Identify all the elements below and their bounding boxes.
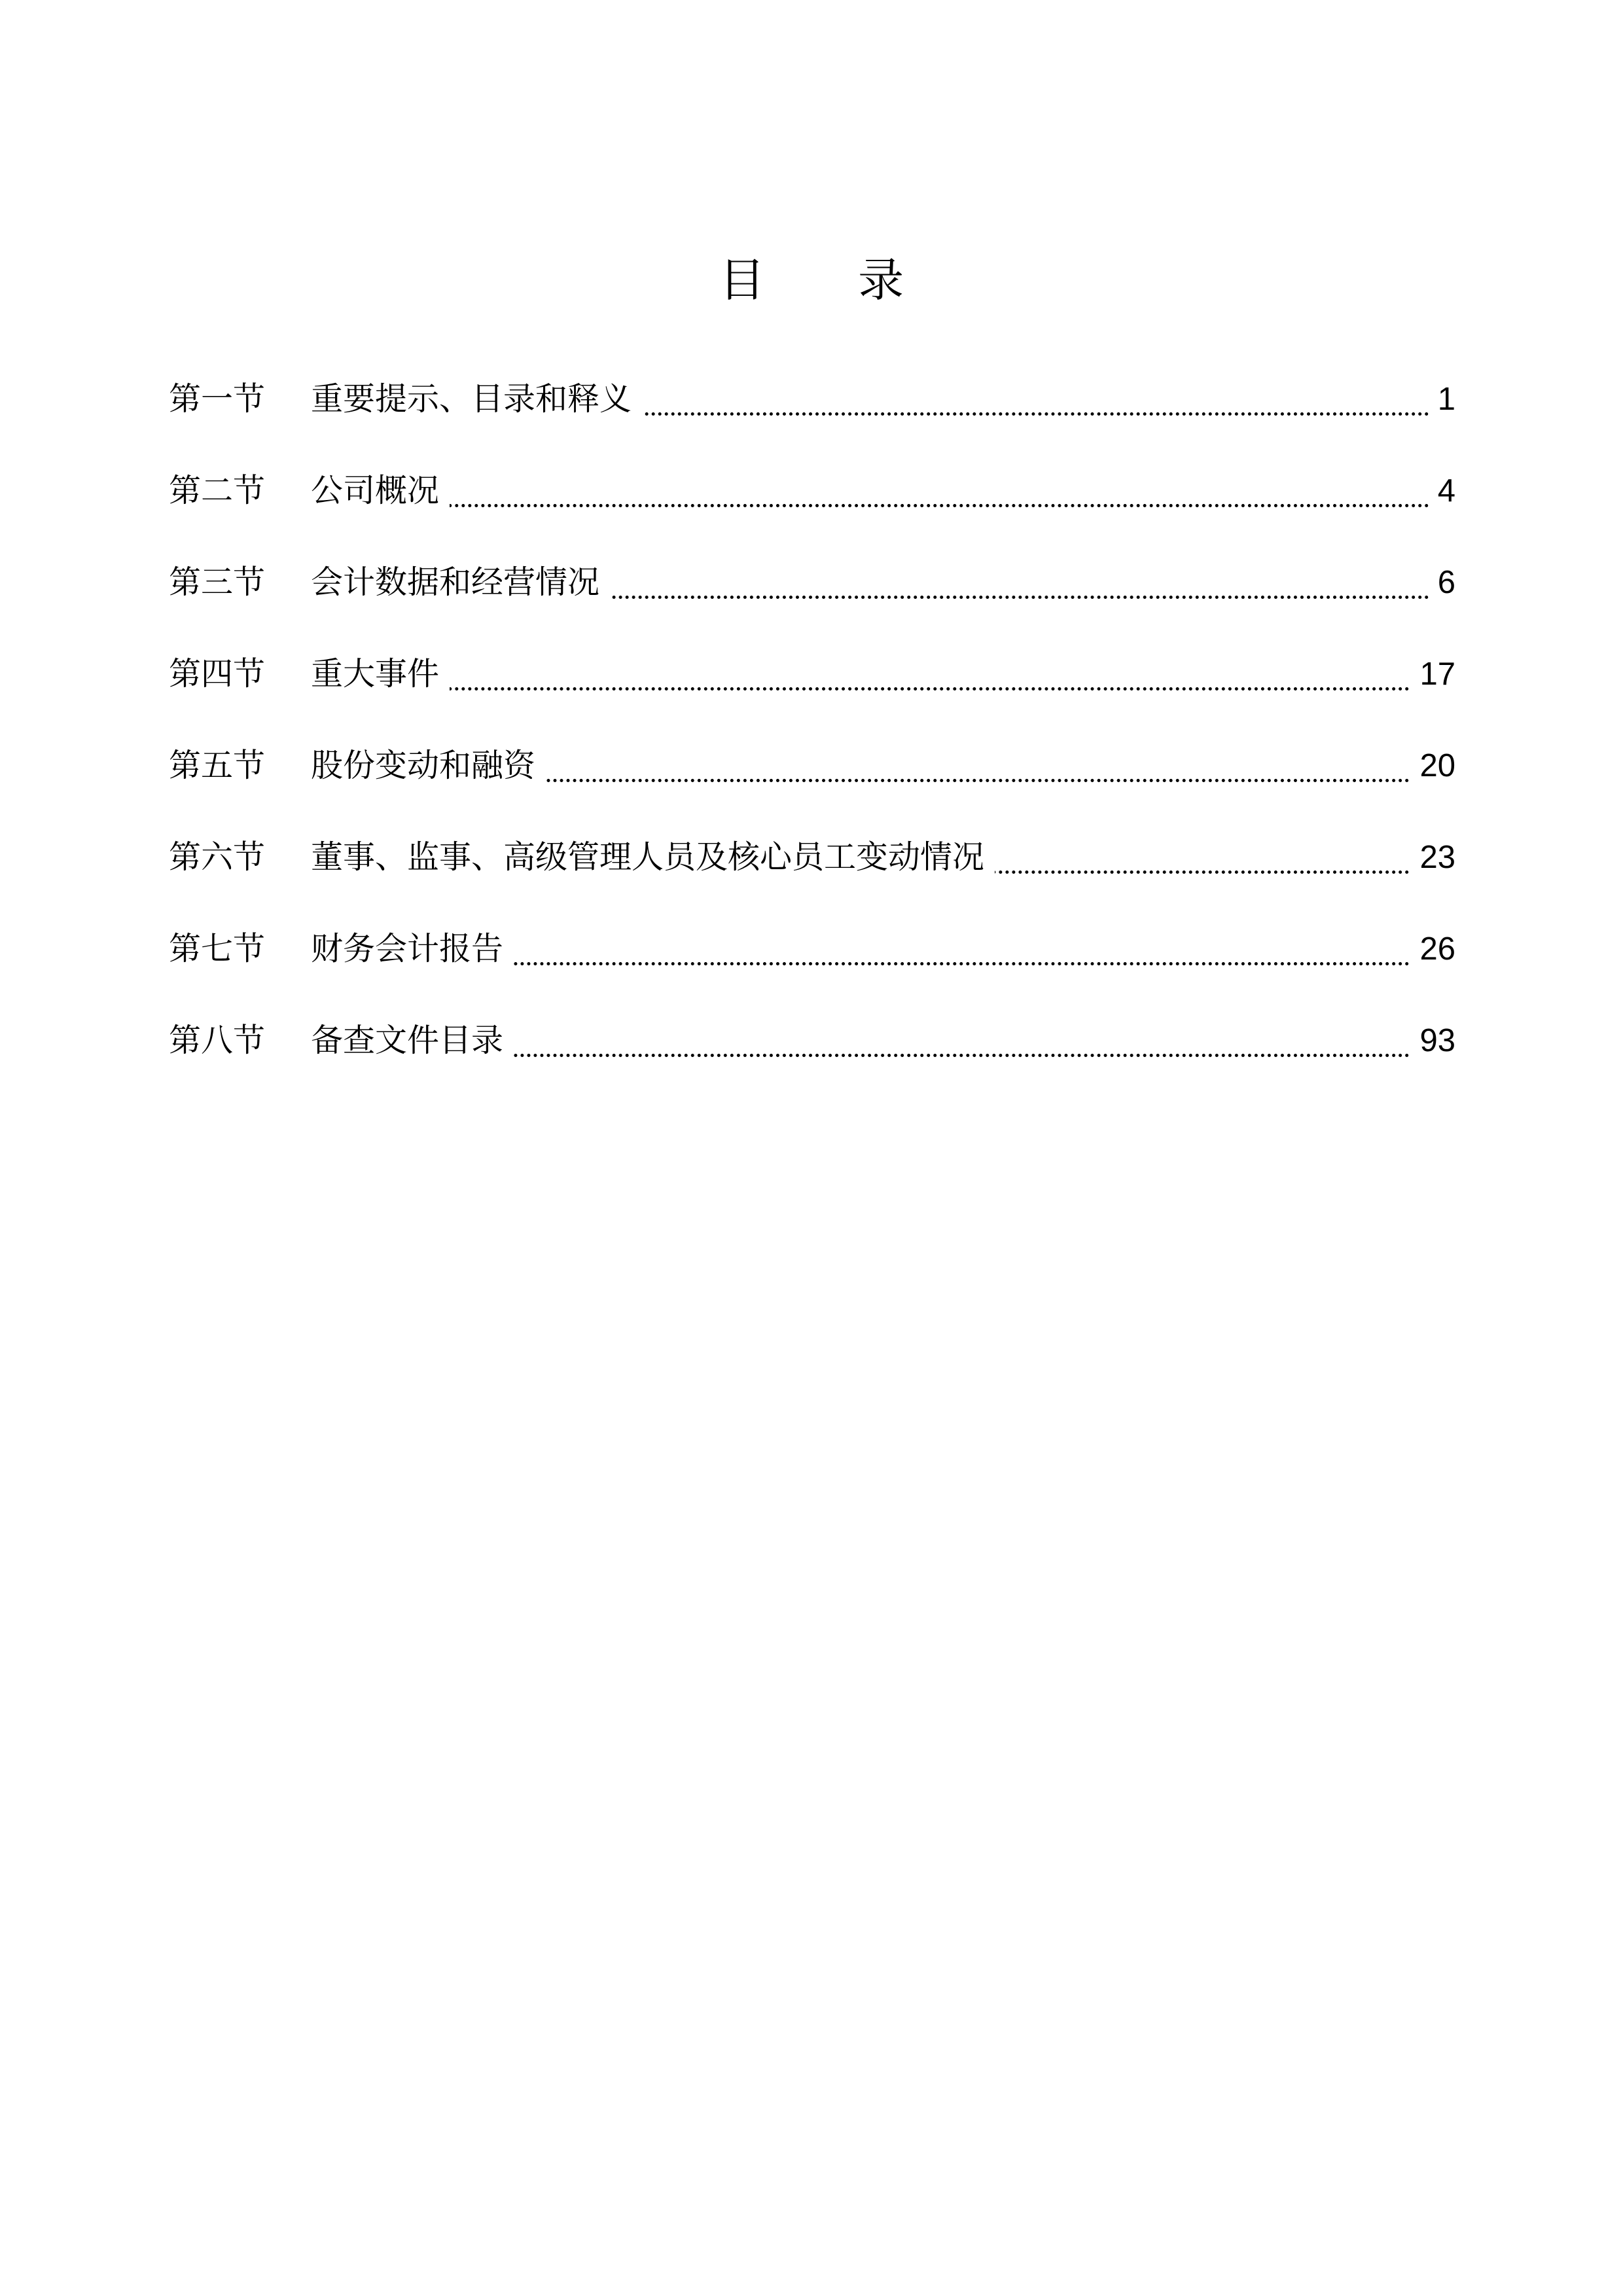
toc-page-number: 17	[1410, 651, 1455, 697]
toc-page-number: 93	[1410, 1018, 1455, 1064]
toc-heading: 财务会计报告	[311, 926, 514, 972]
toc-page-number: 23	[1410, 834, 1455, 880]
toc-entry[interactable]	[169, 1005, 1455, 1096]
toc-heading: 公司概况	[311, 468, 450, 514]
toc-section-number: 第四节	[169, 651, 300, 697]
toc-page-number: 4	[1429, 468, 1455, 514]
toc-section-number: 第八节	[169, 1018, 300, 1064]
table-of-contents	[169, 363, 1455, 1096]
toc-entry[interactable]	[169, 547, 1455, 638]
toc-entry[interactable]	[169, 363, 1455, 455]
toc-section-number: 第五节	[169, 743, 300, 789]
toc-page-number: 1	[1429, 376, 1455, 422]
toc-section-number: 第七节	[169, 926, 300, 972]
toc-entry[interactable]	[169, 455, 1455, 547]
toc-section-number: 第二节	[169, 468, 300, 514]
toc-heading: 重要提示、目录和释义	[311, 376, 642, 422]
page-title: 目 录	[719, 253, 944, 307]
dot-leader	[311, 504, 1455, 507]
toc-heading: 重大事件	[311, 651, 450, 697]
dot-leader	[311, 687, 1455, 691]
toc-heading: 会计数据和经营情况	[311, 560, 610, 605]
toc-entry[interactable]	[169, 638, 1455, 730]
toc-page-number: 20	[1410, 743, 1455, 789]
toc-entry[interactable]	[169, 730, 1455, 821]
toc-heading: 备查文件目录	[311, 1018, 514, 1064]
toc-section-number: 第六节	[169, 834, 300, 880]
toc-entry[interactable]	[169, 821, 1455, 913]
toc-page-number: 6	[1429, 560, 1455, 605]
toc-section-number: 第三节	[169, 560, 300, 605]
toc-heading: 董事、监事、高级管理人员及核心员工变动情况	[311, 834, 995, 880]
toc-page-number: 26	[1410, 926, 1455, 972]
toc-heading: 股份变动和融资	[311, 743, 546, 789]
toc-entry[interactable]	[169, 913, 1455, 1005]
toc-section-number: 第一节	[169, 376, 300, 422]
